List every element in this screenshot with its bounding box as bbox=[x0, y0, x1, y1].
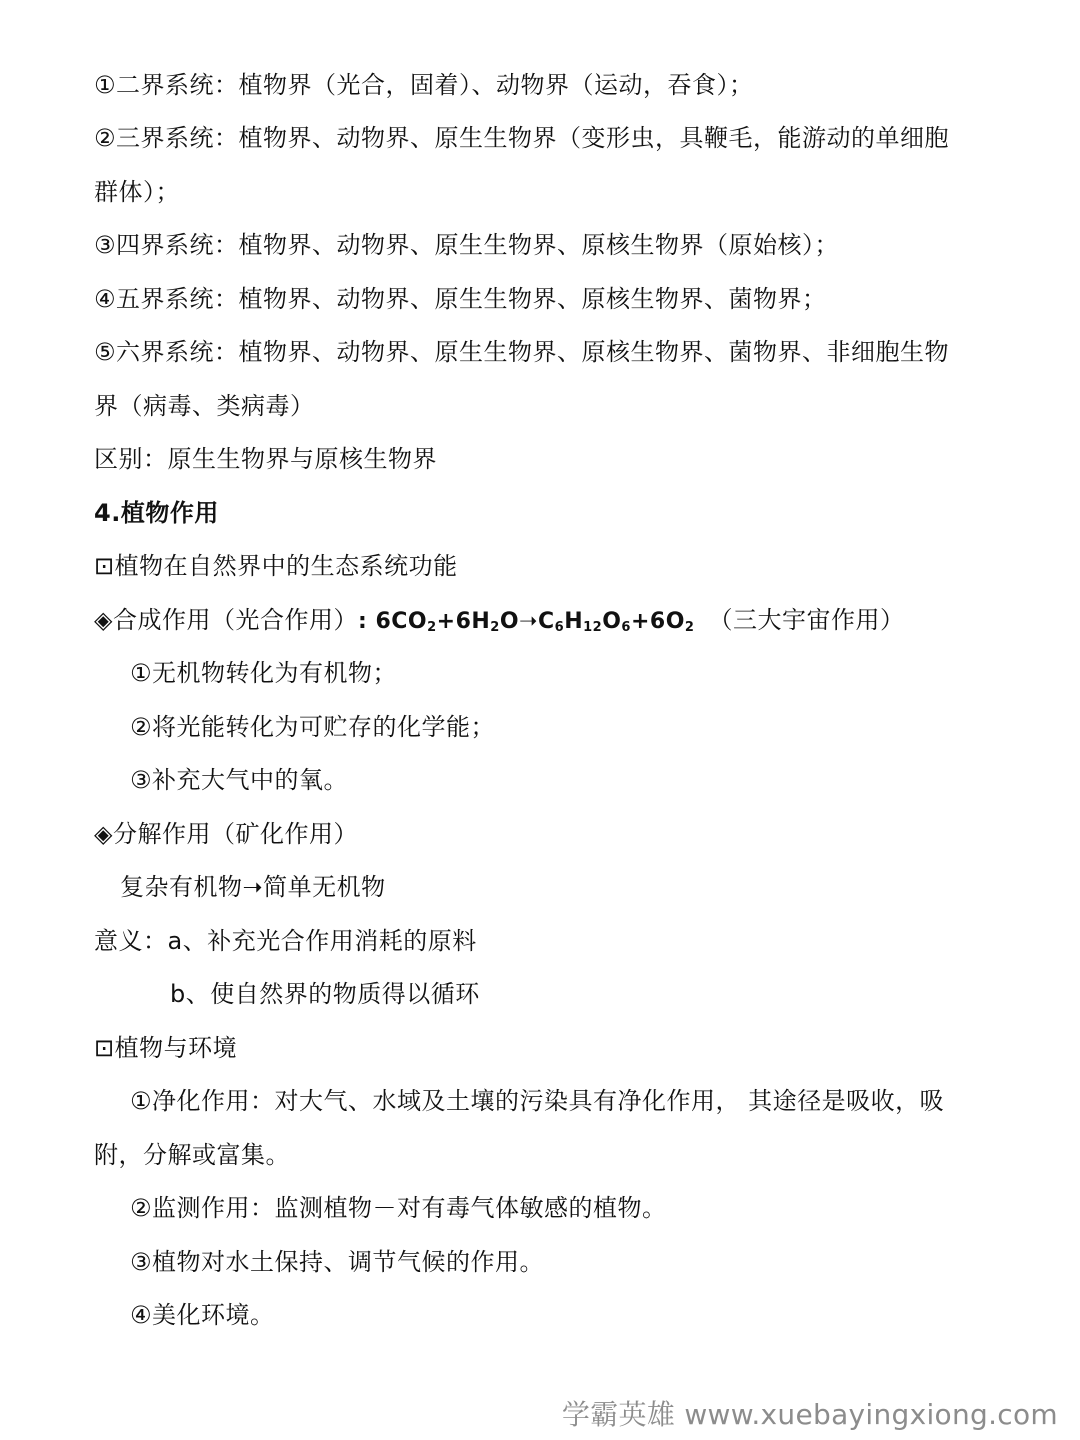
photosynthesis-note: （三大宇宙作用） bbox=[708, 606, 905, 634]
list-item: ③补充大气中的氧。 bbox=[130, 766, 349, 794]
ecosystem-function-heading: ⊡植物在自然界中的生态系统功能 bbox=[94, 552, 458, 580]
significance-line-b: b、使自然界的物质得以循环 bbox=[170, 980, 480, 1008]
formula-part: O bbox=[499, 609, 520, 634]
six-kingdom-line-cont: 界（病毒、类病毒） bbox=[94, 392, 315, 420]
formula-subscript: 12 bbox=[583, 620, 603, 635]
formula-subscript: 2 bbox=[427, 620, 437, 635]
five-kingdom-line: ④五界系统：植物界、动物界、原生生物界、原核生物界、菌物界； bbox=[94, 285, 827, 313]
list-item-cont: 附，分解或富集。 bbox=[94, 1141, 290, 1169]
formula-part: H bbox=[564, 609, 584, 634]
list-item: ④美化环境。 bbox=[130, 1301, 275, 1329]
decomposition-detail: 复杂有机物➝简单无机物 bbox=[120, 873, 386, 901]
photosynthesis-label: ◈合成作用（光合作用） bbox=[94, 606, 358, 634]
difference-line: 区别：原生生物界与原核生物界 bbox=[94, 445, 437, 473]
photosynthesis-line bbox=[94, 603, 904, 645]
formula-part: O bbox=[602, 609, 622, 634]
formula-subscript: 2 bbox=[490, 620, 500, 635]
formula-part: C bbox=[537, 609, 555, 634]
formula-arrow: ➝ bbox=[519, 609, 538, 634]
six-kingdom-line: ⑤六界系统：植物界、动物界、原生生物界、原核生物界、菌物界、非细胞生物 bbox=[94, 338, 950, 366]
watermark: 学霸英雄 www.xuebayingxiong.com bbox=[561, 1398, 1058, 1431]
list-item: ②监测作用：监测植物－对有毒气体敏感的植物。 bbox=[130, 1194, 667, 1222]
photosynthesis-formula bbox=[358, 609, 694, 634]
three-kingdom-line: ②三界系统：植物界、动物界、原生生物界（变形虫，具鞭毛，能游动的单细胞 bbox=[94, 124, 950, 152]
formula-part: +6H bbox=[436, 609, 491, 634]
list-item: ①净化作用：对大气、水域及土壤的污染具有净化作用， 其途径是吸收，吸 bbox=[130, 1087, 945, 1115]
formula-subscript: 2 bbox=[684, 620, 695, 635]
formula-part: 6CO bbox=[375, 609, 428, 634]
plant-environment-heading: ⊡植物与环境 bbox=[94, 1034, 238, 1062]
three-kingdom-line-cont: 群体）； bbox=[94, 178, 180, 206]
list-item: ③植物对水土保持、调节气候的作用。 bbox=[130, 1248, 545, 1276]
significance-line: 意义：a、补充光合作用消耗的原料 bbox=[94, 927, 477, 955]
four-kingdom-line: ③四界系统：植物界、动物界、原生生物界、原核生物界（原始核）； bbox=[94, 231, 840, 259]
formula-colon: : bbox=[357, 609, 376, 634]
decomposition-line: ◈分解作用（矿化作用） bbox=[94, 820, 358, 848]
two-kingdom-line: ①二界系统：植物界（光合，固着）、动物界（运动，吞食）； bbox=[94, 71, 754, 99]
list-item: ①无机物转化为有机物； bbox=[130, 659, 398, 687]
formula-subscript: 6 bbox=[554, 620, 565, 635]
list-item: ②将光能转化为可贮存的化学能； bbox=[130, 713, 496, 741]
formula-part: +6O bbox=[630, 609, 685, 634]
section-heading-plant-function: 4.植物作用 bbox=[94, 499, 219, 527]
formula-subscript: 6 bbox=[621, 620, 631, 635]
